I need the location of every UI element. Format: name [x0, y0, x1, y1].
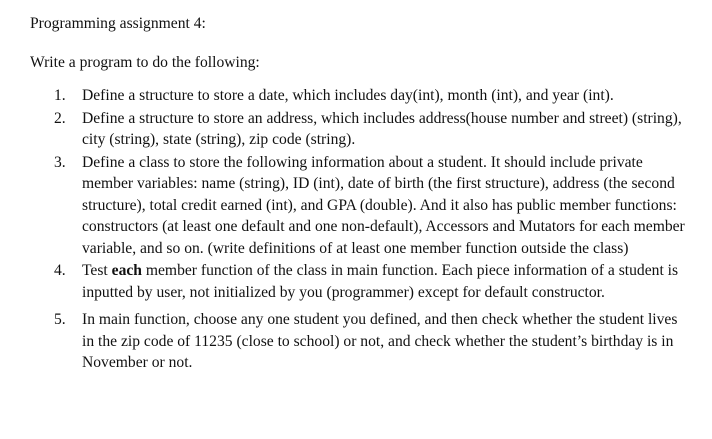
- assignment-document: [30, 14, 690, 374]
- task-number: 2.: [54, 109, 66, 127]
- assignment-heading: Programming assignment 4:: [30, 15, 206, 32]
- task-list: [30, 85, 690, 374]
- task-item-2: [30, 108, 690, 151]
- task-text-part: member function of the class in main function. Each piece information of a student is inputted by user, not initialized by you (programmer) except for default constructor.: [82, 262, 679, 301]
- task-text: Define a class to store the following information about a student. It should include private member variables: name (string), ID (int), date of birth (the first structure), address (the second structure), total credit earned (int), and GPA (double). And it also has public member functions: constructors (at least one default and one non-default), Accessors and Mutators for each member variable, and so on. (write definitions of at least one member function outside the class): [82, 153, 685, 257]
- task-item-3: [30, 152, 690, 260]
- task-number: 4.: [54, 262, 66, 279]
- task-item-5: [30, 309, 690, 374]
- task-number: 5.: [54, 311, 66, 328]
- task-number: 3.: [54, 153, 66, 171]
- task-text: Define a structure to store a date, which includes day(int), month (int), and year (int).: [82, 87, 614, 104]
- task-text-part: Test: [82, 262, 112, 279]
- task-text-emphasis: each: [111, 262, 142, 279]
- task-item-4: [30, 260, 690, 303]
- task-text: In main function, choose any one student you defined, and then check whether the student lives in the zip code of 11235 (close to school) or not, and check whether the student’s birthday is in November or not.: [82, 311, 678, 371]
- task-text: [82, 262, 678, 301]
- assignment-intro: Write a program to do the following:: [30, 54, 260, 71]
- task-text: Define a structure to store an address, which includes address(house number and street) (string), city (string), state (string), zip code (string).: [82, 109, 682, 148]
- task-number: 1.: [54, 87, 66, 104]
- task-item-1: [30, 85, 690, 107]
